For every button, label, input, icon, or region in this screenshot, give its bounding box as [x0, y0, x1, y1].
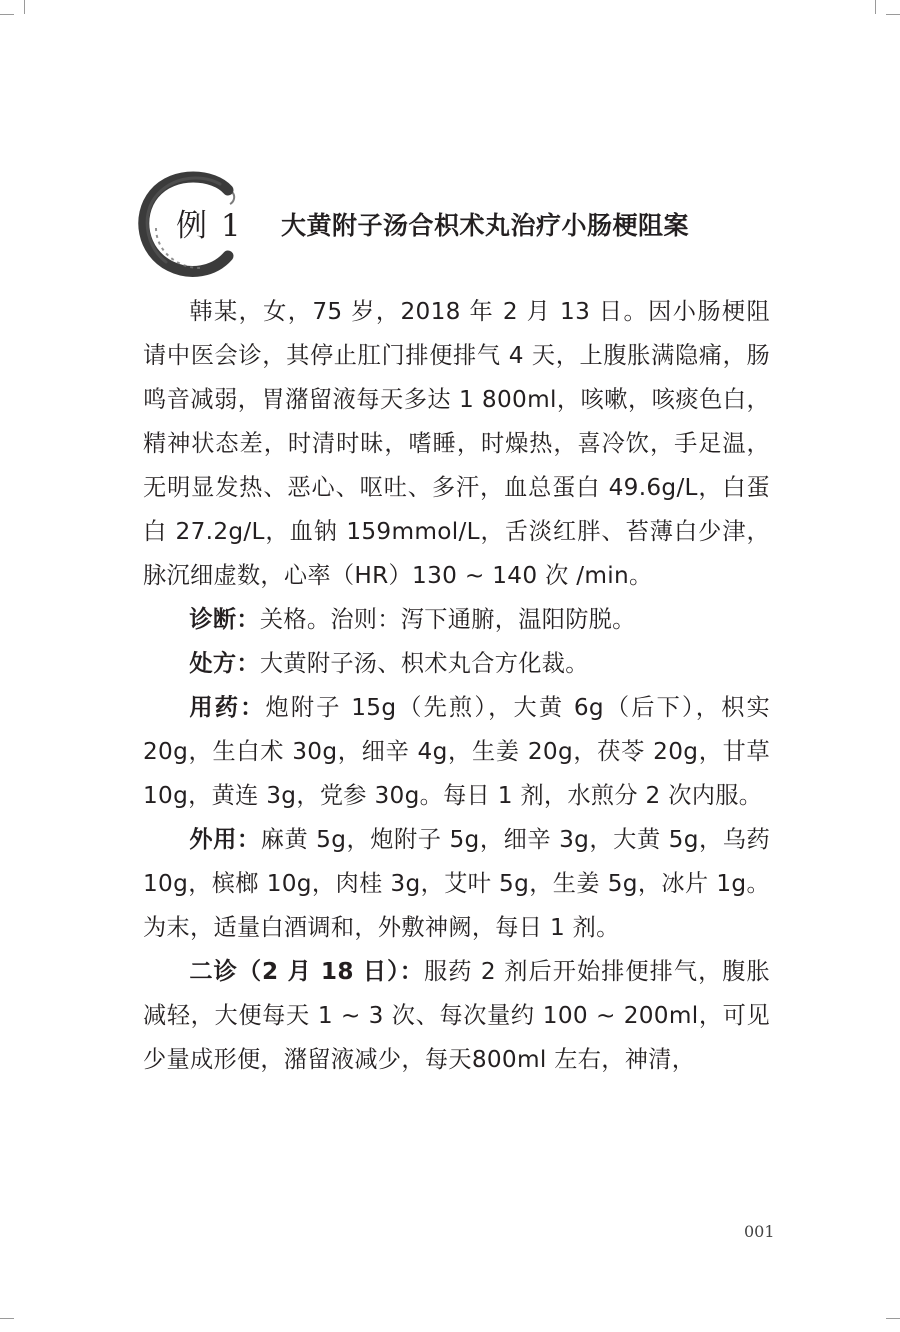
second-visit-label: 二诊（2 月 18 日）： [189, 958, 424, 985]
crop-mark-top-right-vertical [875, 0, 876, 14]
case-title: 大黄附子汤合枳术丸治疗小肠梗阻案 [281, 211, 690, 240]
case-paragraph-diagnosis [143, 598, 770, 642]
paragraph-text: 大黄附子汤、枳术丸合方化裁。 [259, 650, 589, 677]
case-body [143, 290, 770, 1082]
diagnosis-label: 诊断： [189, 606, 260, 633]
prescription-label: 处方： [189, 650, 260, 677]
case-heading [136, 168, 756, 280]
crop-mark-top-left [0, 14, 14, 15]
case-paragraph-prescription [143, 642, 770, 686]
external-use-label: 外用： [189, 826, 261, 853]
page-number: 001 [744, 1222, 775, 1241]
paragraph-text: 麻黄 5g，炮附子 5g，细辛 3g，大黄 5g，乌药 10g，槟榔 10g，肉桂 3g，艾叶 5g，生姜 5g，冰片 1g。为末，适量白酒调和，外敷神阙，每日 1 剂。 [143, 826, 771, 941]
crop-mark-top-right [886, 14, 900, 15]
paragraph-text: 炮附子 15g（先煎），大黄 6g（后下），枳实 20g，生白术 30g，细辛 4g，生姜 20g，茯苓 20g，甘草 10g，黄连 3g，党参 30g。每日 1 剂，水煎分 2 次内服。 [143, 694, 770, 809]
crop-mark-bottom-right [886, 1318, 900, 1319]
paragraph-text: 服药 2 剂后开始排便排气，腹胀减轻，大便每天 1 ~ 3 次、每次量约 100 ~ 200ml，可见少量成形便，潴留液减少，每天800ml 左右，神清， [143, 958, 771, 1073]
case-number-label: 例 1 [176, 208, 243, 244]
case-paragraph-medication [143, 686, 770, 818]
case-paragraph-external-use [143, 818, 770, 950]
case-paragraph-second-visit [143, 950, 770, 1082]
medication-label: 用药： [189, 694, 266, 721]
paragraph-text: 韩某，女，75 岁，2018 年 2 月 13 日。因小肠梗阻请中医会诊，其停止肛门排便排气 4 天，上腹胀满隐痛，肠鸣音减弱，胃潴留液每天多达 1 800ml，咳嗽，咳痰色白，精神状态差，时清时昧，嗜睡，时燥热，喜冷饮，手足温，无明显发热、恶心、呕吐、多汗，血总蛋白 49.6g/L，白蛋白 27.2g/L，血钠 159mmol/L，舌淡红胖、苔薄白少津，脉沉细虚数，心率（HR）130 ~ 140 次 /min。 [143, 298, 770, 589]
case-paragraph-history [143, 290, 770, 598]
crop-mark-bottom-left [0, 1318, 14, 1319]
paragraph-text: 关格。治则：泻下通腑，温阳防脱。 [259, 606, 636, 633]
crop-mark-top-left-vertical [24, 0, 25, 14]
